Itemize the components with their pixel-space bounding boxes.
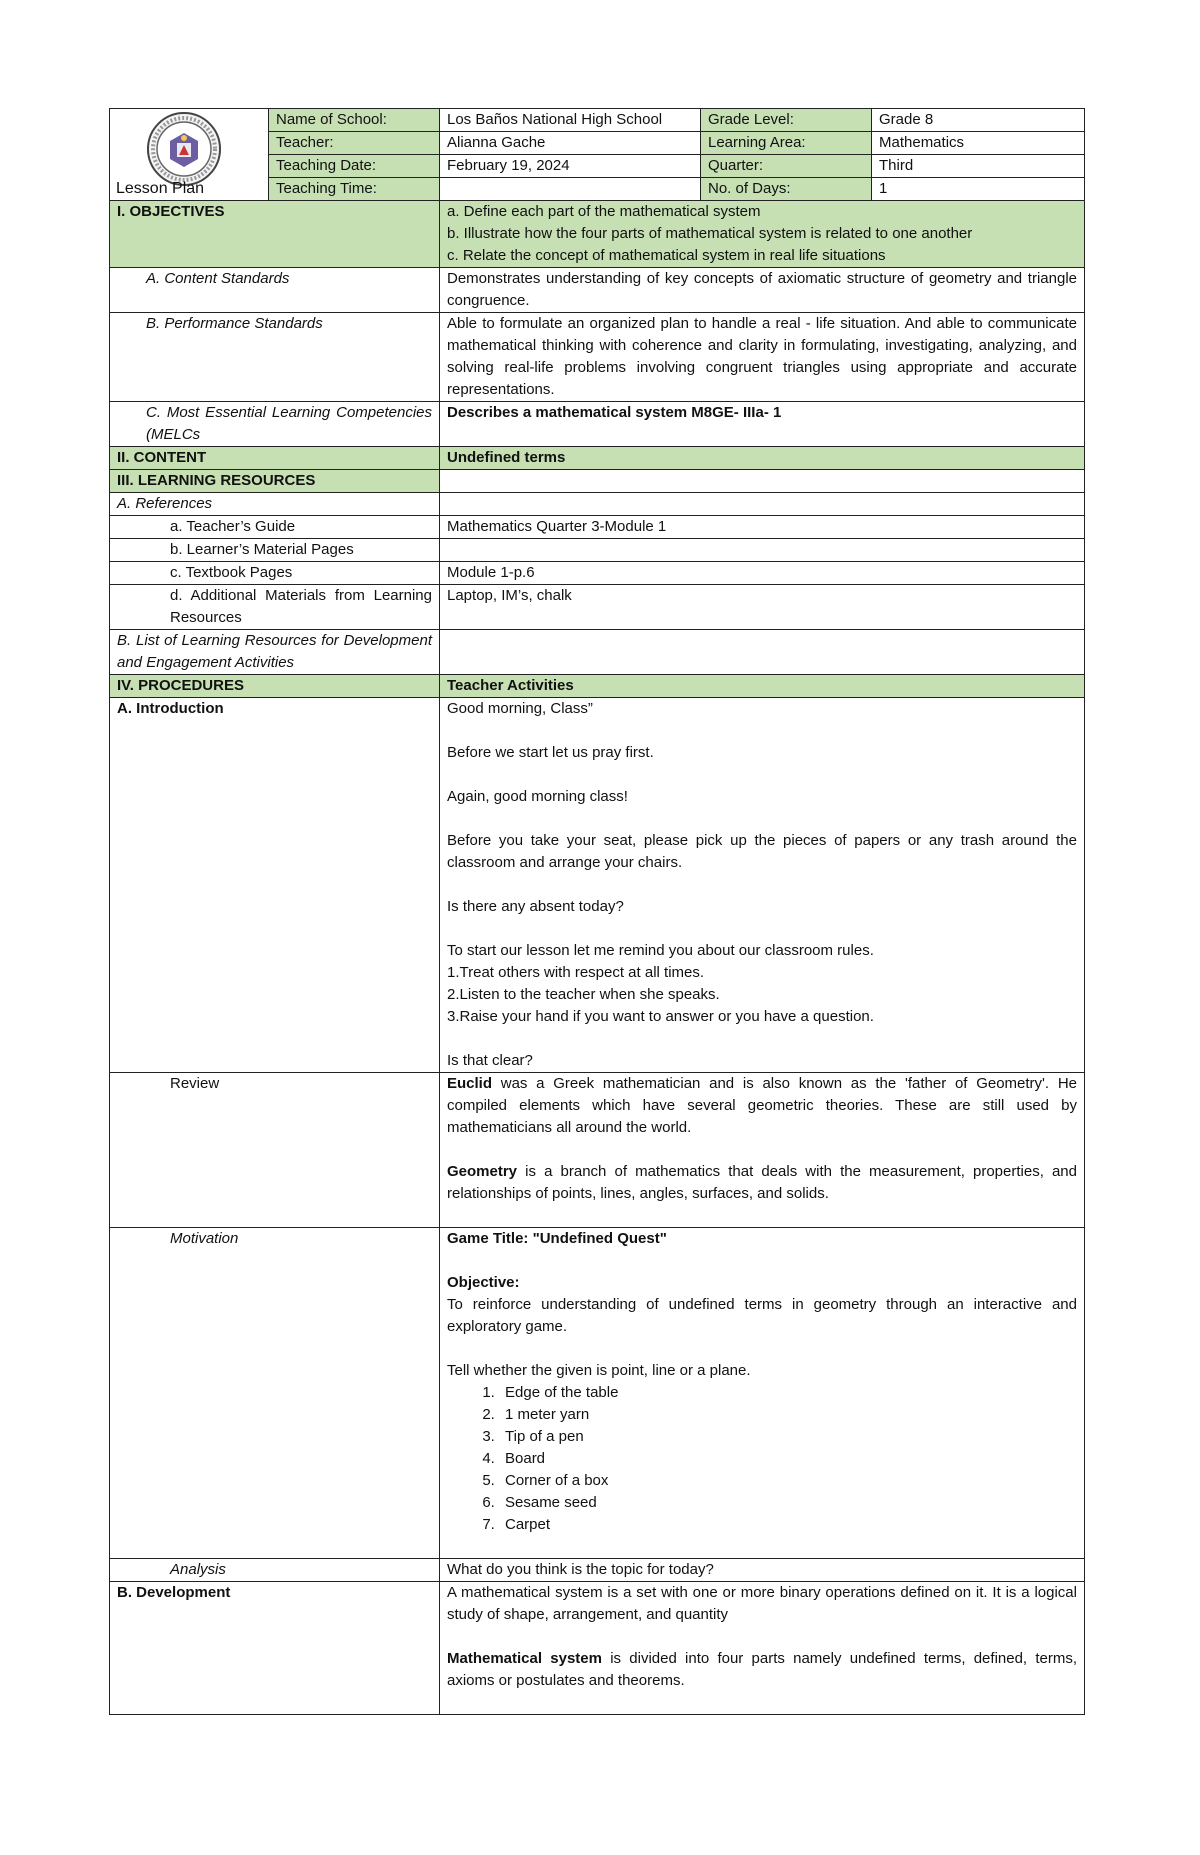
intro-line: Before we start let us pray first. xyxy=(447,744,654,761)
geometry-term: Geometry xyxy=(447,1163,518,1180)
no-of-days-label: No. of Days: xyxy=(701,178,872,201)
intro-line: Is there any absent today? xyxy=(447,898,624,915)
review-paragraph: Euclid was a Greek mathematician and is also known as the 'father of Geometry'. He compiled elements which have several geometric theories. These are still used by mathematicians all around the world. xyxy=(447,1075,1077,1136)
learning-area-value: Mathematics xyxy=(872,132,1085,155)
review-label: Review xyxy=(110,1073,440,1228)
mathematical-system-term: Mathematical system xyxy=(447,1650,602,1667)
development-content xyxy=(440,1582,1085,1715)
performance-standards-text: Able to formulate an organized plan to handle a real - life situation. And able to communicate mathematical thinking with coherence and clarity in formulating, investigating, analyzing, and solving real-life problems involving congruent triangles using appropriate and accurate representations. xyxy=(440,313,1085,402)
melcs-text: Describes a mathematical system M8GE- IIIa- 1 xyxy=(440,402,1085,447)
list-item: 5. Corner of a box xyxy=(499,1470,1077,1492)
objectives-label: I. OBJECTIVES xyxy=(110,201,440,268)
euclid-term: Euclid xyxy=(447,1075,493,1092)
objective-item: a. Define each part of the mathematical system xyxy=(447,203,761,220)
game-instruction: Tell whether the given is point, line or a plane. xyxy=(447,1362,751,1379)
additional-materials-value: Laptop, IM’s, chalk xyxy=(440,585,1085,630)
content-standards-label: A. Content Standards xyxy=(110,268,440,313)
textbook-pages-value: Module 1-p.6 xyxy=(440,562,1085,585)
learning-area-label: Learning Area: xyxy=(701,132,872,155)
review-content xyxy=(440,1073,1085,1228)
teachers-guide-value: Mathematics Quarter 3-Module 1 xyxy=(440,516,1085,539)
quarter-value: Third xyxy=(872,155,1085,178)
list-item: 1. Edge of the table xyxy=(499,1382,1077,1404)
motivation-content xyxy=(440,1228,1085,1559)
motivation-label: Motivation xyxy=(110,1228,440,1559)
analysis-label: Analysis xyxy=(110,1559,440,1582)
grade-level-value: Grade 8 xyxy=(872,109,1085,132)
intro-line: Is that clear? xyxy=(447,1052,533,1069)
procedures-label: IV. PROCEDURES xyxy=(110,675,440,698)
teaching-date-label: Teaching Date: xyxy=(269,155,440,178)
objective-text: To reinforce understanding of undefined terms in geometry through an interactive and exploratory game. xyxy=(447,1296,1077,1335)
content-label: II. CONTENT xyxy=(110,447,440,470)
learning-resources-label: III. LEARNING RESOURCES xyxy=(110,470,440,493)
development-label: B. Development xyxy=(110,1582,440,1715)
teacher-value: Alianna Gache xyxy=(440,132,701,155)
list-item: 3. Tip of a pen xyxy=(499,1426,1077,1448)
content-text: Undefined terms xyxy=(440,447,1085,470)
list-of-resources-label: B. List of Learning Resources for Development and Engagement Activities xyxy=(110,630,440,675)
school-name-value: Los Baños National High School xyxy=(440,109,701,132)
quarter-label: Quarter: xyxy=(701,155,872,178)
textbook-pages-label: c. Textbook Pages xyxy=(110,562,440,585)
list-item: 4. Board xyxy=(499,1448,1077,1470)
classroom-rule: 3.Raise your hand if you want to answer or you have a question. xyxy=(447,1008,874,1025)
analysis-text: What do you think is the topic for today? xyxy=(440,1559,1085,1582)
grade-level-label: Grade Level: xyxy=(701,109,872,132)
learners-material-value xyxy=(440,539,1085,562)
lesson-plan-table xyxy=(109,108,1085,1715)
no-of-days-value: 1 xyxy=(872,178,1085,201)
logo-cell xyxy=(110,109,269,201)
development-paragraph: Mathematical system is divided into four parts namely undefined terms, defined, terms, axioms or postulates and theorems. xyxy=(447,1650,1077,1689)
school-name-label: Name of School: xyxy=(269,109,440,132)
objective-item: b. Illustrate how the four parts of mathematical system is related to one another xyxy=(447,225,973,242)
game-title: Game Title: "Undefined Quest" xyxy=(447,1230,667,1247)
intro-line: Before you take your seat, please pick up the pieces of papers or any trash around the classroom and arrange your chairs. xyxy=(447,832,1077,871)
teacher-activities-label: Teacher Activities xyxy=(440,675,1085,698)
review-paragraph: Geometry is a branch of mathematics that deals with the measurement, properties, and relationships of points, lines, angles, surfaces, and solids. xyxy=(447,1163,1077,1202)
deped-seal-icon xyxy=(146,111,222,187)
introduction-content xyxy=(440,698,1085,1073)
introduction-label: A. Introduction xyxy=(110,698,440,1073)
objective-item: c. Relate the concept of mathematical system in real life situations xyxy=(447,247,886,264)
list-item: 2. 1 meter yarn xyxy=(499,1404,1077,1426)
list-item: 7. Carpet xyxy=(499,1514,1077,1536)
teachers-guide-label: a. Teacher’s Guide xyxy=(110,516,440,539)
list-of-resources-value xyxy=(440,630,1085,675)
references-value xyxy=(440,493,1085,516)
teacher-label: Teacher: xyxy=(269,132,440,155)
additional-materials-label: d. Additional Materials from Learning Resources xyxy=(110,585,440,630)
intro-line: To start our lesson let me remind you about our classroom rules. xyxy=(447,942,874,959)
objective-heading: Objective: xyxy=(447,1274,520,1291)
teaching-time-value xyxy=(440,178,701,201)
classroom-rule: 2.Listen to the teacher when she speaks. xyxy=(447,986,720,1003)
intro-line: Good morning, Class” xyxy=(447,700,593,717)
melcs-label: C. Most Essential Learning Competencies (MELCs xyxy=(110,402,440,447)
intro-line: Again, good morning class! xyxy=(447,788,628,805)
lesson-plan-label: Lesson Plan xyxy=(116,180,205,197)
references-label: A. References xyxy=(110,493,440,516)
game-items-list xyxy=(447,1382,1077,1536)
performance-standards-label: B. Performance Standards xyxy=(110,313,440,402)
teaching-time-label: Teaching Time: xyxy=(269,178,440,201)
teaching-date-value: February 19, 2024 xyxy=(440,155,701,178)
learning-resources-value xyxy=(440,470,1085,493)
objectives-list xyxy=(440,201,1085,268)
list-item: 6. Sesame seed xyxy=(499,1492,1077,1514)
content-standards-text: Demonstrates understanding of key concepts of axiomatic structure of geometry and triangle congruence. xyxy=(440,268,1085,313)
learners-material-label: b. Learner’s Material Pages xyxy=(110,539,440,562)
classroom-rule: 1.Treat others with respect at all times. xyxy=(447,964,705,981)
development-paragraph: A mathematical system is a set with one or more binary operations defined on it. It is a logical study of shape, arrangement, and quantity xyxy=(447,1584,1077,1623)
